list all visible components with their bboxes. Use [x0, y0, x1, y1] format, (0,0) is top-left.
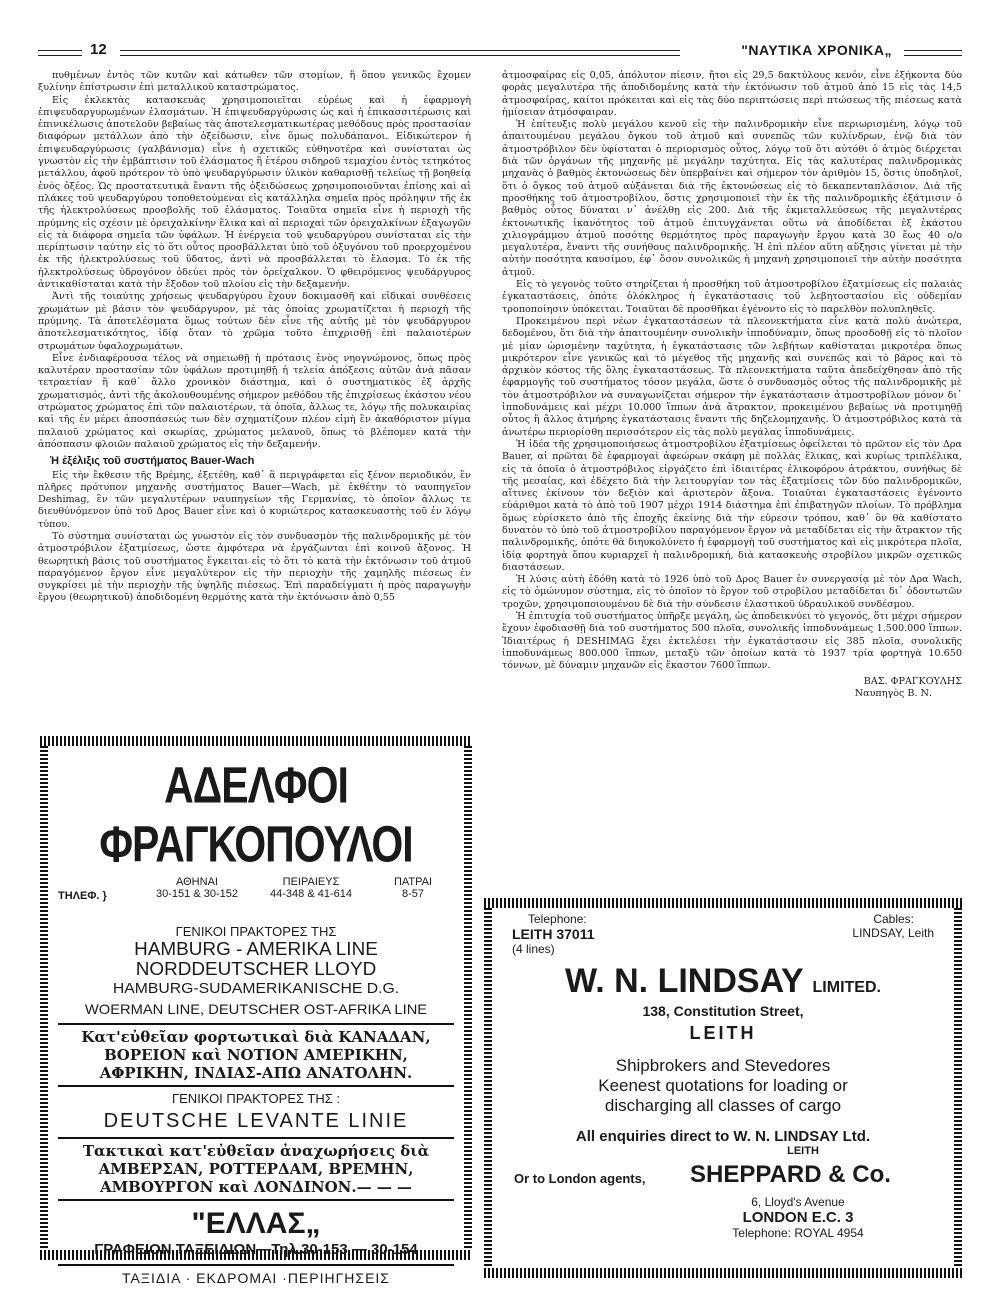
header-rule-middle [120, 50, 680, 56]
enquiries-line: All enquiries direct to W. N. LINDSAY Ltd. [575, 1128, 871, 1145]
city-piraeus: ΠΕΙΡΑΙΕΥΣ 44-348 & 41-614 [270, 876, 352, 900]
company-address: 138, Constitution Street, [642, 1003, 804, 1019]
paragraph: Εἰς τὸ γεγονὸς τοῦτο στηρίζεται ἡ προσθήκη τοῦ ἀτμοστροβίλου ἐξατμίσεως εἰς παλαιὰς ἐγκαταστάσεις, ὁπότε ὁλόκληρος ἡ ἐγκατάστασις τοῦ λεβητοστασίου εἰς οὐδεμίαν τροποποίησιν ὑπόκειται. Τοιαῦται δὲ προσθῆκαι ἐγένοντο εἰς τὸ παρελθὸν πολυπληθεῖς. [502, 279, 962, 315]
company-name: W. N. LINDSAY LIMITED. [565, 962, 881, 1000]
city-patras: ΠΑΤΡΑΙ 8-57 [393, 876, 433, 900]
agents-heading: ΓΕΝΙΚΟΙ ΠΡΑΚΤΟΡΕΣ ΤΗΣ [175, 924, 337, 939]
ad-border-top [484, 898, 962, 908]
paragraph: Ἀντὶ τῆς τοιαύτης χρήσεως ψευδαργύρου ἔχουν δοκιμασθῆ καὶ εἰδικαὶ συνθέσεις χρωμάτων μὲ βάσιν τὸν ψευδάργυρον, μὲ τὰς ὁποίας χρωματίζεται ἡ περιοχὴ τῆς πρύμνης. Τὰ ἀποτελέσματα ὅμως τούτων δὲν εἶνε τῆς αὐτῆς μὲ τὸν ψευδάργυρον ἀποτελεσματικότητος, ἰδίᾳ ὅταν τὸ χρῶμα τοῦτο ἐπιχρισθῇ ἐπὶ παλαιοτέρων στρωμάτων ὑφαλοχρωμάτων. [38, 291, 471, 352]
paragraph: Προκειμένου περὶ νέων ἐγκαταστάσεων τὰ πλεονεκτήματα εἶνε κατὰ πολὺ ἀνώτερα, δεδομένου, ὅτι διὰ τὴν ἀπαιτουμένην συνολικὴν ἱπποδύναμιν, ὅπως προσδοθῇ εἰς τὸ πλοῖον μὲ μίαν ὡρισμένην ταχύτητα, ἡ ἐγκατάστασις τῶν λεβήτων καθίσταται μικροτέρα ὅπως μικρότερον εἶνε γενικῶς καὶ τὸ μέγεθος τῆς μηχανῆς καὶ συνεπῶς καὶ τὸ βάρος καὶ τὸ ἀρχικὸν κόστος τῆς ὅλης ἐγκαταστάσεως. Τὰ πλεονεκτήματα ταῦτα ἀπεδείχθησαν ἀπὸ τῆς ἐφαρμογῆς τοῦ συστήματος τόσον μεγάλα, ὥστε ὁ συνδυασμὸς οὗτος τῆς παλινδρομικῆς μὲ τὸν ἀτμοστρόβιλον νὰ συναγωνίζεται σήμερον τὴν ἐγκατάστασιν ἀτμοστροβίλων μόνον δι᾽ ἱπποδυνάμεις καὶ μέχρι 10.000 ἵππων ἀνὰ ἄτρακτον, προκειμένου βεβαίως νὰ προτιμηθῇ οὗτος ἢ ἄλλος ἀτμήρης ἐγκατάστασις ἔναντι τῆς δηζελομηχανῆς. Ὁ ἀτμοστρόβιλος κατὰ τὰ ἀνωτέρω περιορίσθη περισσότερον εἰς τὰς πολὺ μεγάλας ἱπποδυνάμεις. [502, 315, 962, 438]
paragraph: Εἰς ἐκλεκτὰς κατασκευὰς χρησιμοποιεῖται εὐρέως καὶ ἡ ἐφαρμογὴ ἐπιψευδαργυρωμένων ἐλασμάτων. Ἡ ἐπιψευδαργύρωσις ὡς καὶ ἡ ἐπικασσιτέρωσις καὶ ἐπινικέλωσις ἀποτελοῦν βεβαίως τὰς ἀποτελεσματικωτέρας μεθόδους πρὸς προστασίαν διαφόρων μετάλλων ἀπὸ τὴν ὀξείδωσιν, εἶνε ὅμως πολυδάπανοι. Εἰδικώτερον ἡ ἐπιψευδαργύρωσις (γαλβάνισμα) εἶνε ἡ σχετικῶς εὐθηνοτέρα καὶ συνίσταται ὡς γνωστὸν εἰς τὴν ἐμβάπτισιν τοῦ ἐλάσματος ἢ ἑτέρου σιδηροῦ τεμαχίου ἐντὸς τετηκότος μετάλλου, ἀφοῦ πρότερον τὸ ὑπὸ ψευδαργύρωσιν ὑλικὸν καθαρισθῇ τελείως τῇ βοηθείᾳ ἑνὸς ὀξέος. Ὡς προστατευτικὰ ἔναντι τῆς ὀξειδώσεως χρησιμοποιοῦνται ἐπίσης καὶ αἱ πλάκες τοῦ ψευδαργύρου τοποθετούμεναι εἰς κατάλληλα σημεῖα πρὸς πρόληψιν τῆς ἐκ τῆς ἠλεκτρολύσεως προσβολῆς τοῦ ἐλάσματος. Τοιαῦτα σημεῖα εἶνε ἡ περιοχὴ τῆς πρύμνης εἰς σχέσιν μὲ ὀρειχαλκίνην ἕλικα καὶ αἱ περιοχαὶ τῶν ὀρειχαλκίνων ἐξαγωγῶν εἰς τὰ διάφορα σημεῖα τῶν ὑφάλων. Ἡ ἐνέργεια τοῦ ψευδαργύρου συνίσταται εἰς τὴν περίπτωσιν ταύτην εἰς τὸ ὅτι οὗτος προσβάλλεται ὑπὸ τοῦ ὀξυγόνου τοῦ προερχομένου ἐκ τῆς ἠλεκτρολύσεως τοῦ ὕδατος, ἀντὶ νὰ προσβάλλεται τὸ ἔλασμα. Τὸ ἐκ τῆς ἠλεκτρολύσεως ὑδρογόνον ὁδεύει πρὸς τὸν ὀρείχαλκον. Ὁ φθειρόμενος ψευδάργυρος ἀντικαθίσταται κατὰ τὴν ἔξοδον τοῦ πλοίου εἰς τὴν δεξαμενήν. [38, 94, 471, 291]
agents-row: Or to London agents, SHEPPARD & Co. [514, 1161, 891, 1188]
ad-border-right [954, 908, 962, 1268]
hellas-brand: "ΕΛΛΑΣ„ [191, 1207, 321, 1240]
cables-block: Cables: LINDSAY, Leith [852, 912, 934, 940]
quotations-line: discharging all classes of cargo [604, 1096, 842, 1115]
left-column [38, 70, 471, 605]
direct-service-box: Κατ'εὐθεῖαν φορτωτικαὶ διὰ ΚΑΝΑΔΑΝ, ΒΟΡΕΙΟΝ καὶ ΝΟΤΙΟΝ ΑΜΕΡΙΚΗΝ, ΑΦΡΙΚΗΝ, ΙΝΔΙΑΣ-ΑΠΩ ΑΝΑΤΟΛΗΝ. [58, 1023, 454, 1087]
city-athens: ΑΘΗΝΑΙ 30-151 & 30-152 [156, 876, 238, 900]
agents-heading: ΓΕΝΙΚΟΙ ΠΡΑΚΤΟΡΕΣ ΤΗΣ : [171, 1091, 341, 1106]
paragraph: Ἡ λύσις αὐτὴ ἐδόθη κατὰ τὸ 1926 ὑπὸ τοῦ Δρος Bauer ἐν συνεργασίᾳ μὲ τὸν Δρα Wach, εἰς τὸ ὁμώνυμον σύστημα, εἰς τὸ ὁποῖον τὸ ἔργον τοῦ στροβίλου μεταδίδεται δι᾽ ὀδοντωτῶν τροχῶν, χρησιμοποιουμένου δὲ διὰ τὴν σύνδεσιν ἐλαστικοῦ ὑδραυλικοῦ συνδέσμου. [502, 574, 962, 610]
contact-row [494, 910, 952, 958]
journal-title: "ΝΑΥΤΙΚΑ ΧΡΟΝΙΚΑ„ [741, 42, 892, 58]
departures-box: Τακτικαὶ κατ'εὐθεῖαν ἀναχωρήσεις διὰ ΑΜΒΕΡΣΑΝ, ΡΟΤΤΕΡΔΑΜ, ΒΡΕΜΗΝ, ΑΜΒΟΥΡΓΟΝ καὶ ΛΟΝΔΙΝΟΝ.— — — [58, 1137, 454, 1201]
quotations-line: Keenest quotations for loading or [598, 1076, 848, 1095]
paragraph: Ἡ ἰδέα τῆς χρησιμοποιήσεως ἀτμοστροβίλου ἐξατμίσεως ὀφείλεται τὸ πρῶτον εἰς τὸν Δρα Bauer, αἱ πρῶται δὲ ἐφαρμογαὶ ἀφεώρων σκάφη μὲ πολλὰς ἕλικας, καὶ κυρίως τριπλέλικα, εἰς τὰ ὁποῖα ὁ ἀτμοστρόβιλος εἰργάζετο ἐπὶ ἰδιαιτέρας ἑλικοφόρου ἀτράκτου, συνήθως δὲ τῆς μεσαίας, καὶ ἐδέχετο διὰ τὴν λειτουργίαν τον τὰς ἐξατμίσεις τῶν δύο παλινδρομικῶν, αἵτινες ἐκίνουν τὸν δεξιὸν καὶ ἀριστερὸν ἄξονα. Τοιαῦται ἐγκαταστάσεις ἐγένοντο εὐάριθμοι κατὰ τὸ ἀπὸ τοῦ 1907 μέχρι 1914 διάστημα ἐπὶ ἐπιβατηγῶν πλοίων. Τὸ πρόβλημα ὅμως εὑρίσκετο ἀπὸ τῆς ἐποχῆς ἐκείνης διὰ τὴν εὑρεσιν τρόπου, καθ᾽ ὃν θὰ καθίστατο δυνατὸν τὸ ὑπὸ τοῦ ἀτμοστροβίλου παραγόμενον ἔργον νὰ μεταδίδεται εἰς τὴν ἄτρακτον τῆς παλινδρομικῆς, ὁπότε θὰ διηυκολύνετο ἡ ἐφαρμογὴ τοῦ συστήματος καὶ εἰς μικρότερα πλοῖα, ἰδίᾳ φορτηγὰ ὅπου κυριαρχεῖ ἡ παλινδρομική, διὰ κατασκευὴς στροβίλου μικρῶν σχετικῶς διαστάσεων. [502, 438, 962, 573]
shipping-line: HAMBURG - AMERIKA LINE [134, 939, 378, 959]
section-subheading: Ἡ ἐξέλιξις τοῦ συστήματος Bauer-Wach [50, 455, 255, 468]
paragraph: ἀτμοσφαίρας εἰς 0,05, ἀπόλυτον πίεσιν, ἤτοι εἰς 29,5 δακτύλους κενόν, εἶνε ἑξήκοντα δύο φορὰς μεγαλυτέρα τῆς ἀποδιδομένης κατὰ τὴν ἐκτόνωσιν τοῦ ἀτμοῦ ἀπὸ 15 εἰς τὰς 14,5 ἀτμοσφαίρας, καίτοι πρόκειται καὶ εἰς τὰς δύο περιπτώσεις περὶ πτώσεως τῆς πιέσεως κατὰ ἡμίσειαν ἀτμόσφαιραν. [502, 70, 962, 118]
phone-label: ΤΗΛΕΦ. } [58, 890, 107, 902]
header-rule-left [38, 50, 82, 56]
shipping-line: NORDDEUTSCHER LLOYD [135, 959, 377, 979]
paragraph: Ἡ ἐπίτευξις πολὺ μεγάλου κενοῦ εἰς τὴν παλινδρομικὴν εἶνε περιωρισμένη, λόγῳ τοῦ ἀπαιτουμένου μεγάλου ὄγκου τοῦ ἀτμοῦ καὶ συνεπῶς τῶν κυλίνδρων, ἐνῷ διὰ τὸν ἀτμοστρόβιλον δὲν ὑφίσταται ὁ περιορισμὸς οὗτος, λόγῳ τοῦ ὅτι αὐτόθι ὁ ἀτμὸς διέρχεται διὰ τῶν ὀργάνων τῆς μηχανῆς μὲ μεγάλην ταχύτητα. Εἰς τὰς καλυτέρας παλινδρομικὰς μηχανὰς ὁ βαθμὸς ἐκτονώσεως δὲν ὑπερβαίνει καὶ σήμερον τὸν ἀριθμὸν 15, ὅστις ὑποδηλοῖ, ὅτι ὁ ὄγκος τοῦ ἀτμοῦ αὐξάνεται διὰ τῆς ἐκτονώσεως εἰς τὸ δεκαπενταπλάσιον. Διὰ τῆς προσθήκης τοῦ ἀτμοστροβίλου, ὅστις χρησιμοποιεῖ τὴν ἐκ τῆς παλινδρομικῆς ἐξάτμισιν ὁ βαθμὸς οὗτος δύναται ν᾽ ἀνέλθῃ εἰς 200. Διὰ τῆς ἐκμεταλλεύσεως τῆς μεγαλυτέρας ἐκτονωτικῆς ἱκανότητος τοῦ ἀτμοῦ ἐπιτυγχάνεται οὕτω νὰ ἀποδίδεται ἐξ ἑκάστου χιλιογράμμου ἀτμοῦ ποσότης θερμότητος πρὸς παραγωγὴν ἔργου κατὰ 30 ἕως 40 ο/ο μεγαλυτέρα, ἔναντι τῆς συνήθους παλινδρομικῆς. Ἡ ἐπὶ πλέον αὕτη αὔξησις γίνεται μὲ τὴν αὐτὴν ποσότητα καυσίμου, ἐφ᾽ ὅσον συνολικῶς ἡ μηχανὴ χρησιμοποιεῖ τὴν αὐτὴν ποσότητα ἀτμοῦ. [502, 119, 962, 278]
paragraph: πυθμένων ἐντὸς τῶν κυτῶν καὶ κάτωθεν τῶν στομίων, ἢ ὅπου γενικῶς ἔχομεν ξυλίνην ἐπίστρωσιν ἐπὶ μεταλλικοῦ καταστρώματος. [38, 70, 471, 94]
shipping-line: HAMBURG-SUDAMERIKANISCHE D.G. [112, 980, 400, 997]
travel-office: ΓΡΑΦΕΙΟΝ ΤΑΞΕΙΔΙΩΝ—Τηλ.30-153 — 30-154 [94, 1241, 418, 1258]
paragraph: Τὸ σύστημα συνίσταται ὡς γνωστὸν εἰς τὸν συνδυασμὸν τῆς παλινδρομικῆς μὲ τὸν ἀτμοστρόβιλον ἐξατμίσεως, ὥστε ἀμφότερα νὰ ἐργάζωνται ἐπὶ κοινοῦ ἄξονος. Ἡ θεωρητικὴ βάσις τοῦ συστήματος ἔγκειται εἰς τὸ ὅτι τὸ κατὰ τὴν ἐκτόνωσιν τοῦ ἀτμοῦ παραγόμενον ἔργον εἶνε μεγαλύτερον εἰς τὴν περιοχὴν τῆς χαμηλῆς πιέσεως ἐν συγκρίσει μὲ τὴν περιοχὴν τῆς ὑψηλῆς πιέσεως. Ἐπὶ παραδείγματι ἡ πρὸς παραγωγὴν ἔργου (θεωρητικοῦ) ἀποδιδομένη θερμότης κατὰ τὴν ἐκτόνωσιν ἀπὸ 0,55 [38, 530, 471, 604]
enquiries-city: LEITH [787, 1145, 819, 1157]
company-name: ΑΔΕΛΦΟΙ ΦΡΑΓΚΟΠΟΥΛΟΙ [99, 756, 413, 873]
right-column [502, 70, 962, 700]
paragraph: Εἶνε ἐνδιαφέρουσα τέλος νὰ σημειωθῇ ἡ πρότασις ἑνὸς νηογνώμονος, ὅπως πρὸς καλυτέραν προστασίαν τῶν ὑφάλων προτιμηθῇ ἡ τελεία ἀπόξεσις αὐτῶν ἀνὰ πᾶσαν τετραετίαν ἢ καθ᾽ ἄλλο χρονικὸν διάστημα, καὶ ὁ συστηματικὸς ἐξ ἀρχῆς χρωματισμός, ἀντὶ τῆς ἀκολουθουμένης σήμερον μεθόδου τῆς ἐπιχρίσεως ἑκάστου νέου στρώματος χρώματος ἐπὶ τῶν παλαιοτέρων, τὰ ὁποῖα, ἄλλως τε, λόγῳ τῆς πολυκαιρίας καὶ τῆς ἐν μέρει ἀποσπάσεώς των δὲν σχηματίζουν πλέον εἰμὴ ἓν ἀκαθόριστον μίγμα παλαιοῦ χρώματος καὶ σκωρίας, χρώματος μελανοῦ, ὅπως τὸ βλέπομεν κατὰ τὴν ἀπόσπασιν φλοιῶν παλαιοῦ χρώματος εἰς τὴν δεξαμενήν. [38, 352, 471, 450]
ad-border-bottom [484, 1268, 962, 1278]
trips-line: ΤΑΞΙΔΙΑ · ΕΚΔΡΟΜΑΙ ·ΠΕΡΙΗΓΗΣΕΙΣ [58, 1264, 454, 1286]
page-header [38, 41, 962, 62]
telephone-block: Telephone: LEITH 37011 (4 lines) [512, 912, 595, 956]
page-number: 12 [90, 41, 107, 58]
shipping-line: WOERMAN LINE, DEUTSCHER OST-AFRIKA LINE [84, 1001, 428, 1017]
header-rule-right [904, 50, 962, 56]
ad-border-left [484, 908, 492, 1268]
phone-block [50, 876, 462, 922]
lindsay-advertisement [484, 898, 962, 1278]
author-title: Ναυπηγὸς Β. Ν. [854, 687, 932, 699]
paragraph: Εἰς τὴν ἔκθεσιν τῆς Βρέμης, ἐξετέθη, καθ᾽ ἃ περιγράφεται εἰς ξένον περιοδικόν, ἓν πλῆρες πρότυπον μηχανῆς συστήματος Bauer—Wach, μὲ ἐκθέτην τὸ ναυπηγεῖον Deshimag, ἓν τῶν μεγαλυτέρων ναυπηγείων τῆς Γερμανίας, τὸ ὁποῖον ἄλλως τε διευθύνόμενον ὑπὸ τοῦ Δρος Bauer εἶνε καὶ ὁ κυριώτερος κατασκευαστὴς τοῦ ἐν λόγῳ τύπου. [38, 469, 471, 530]
ad-border-top [40, 736, 472, 746]
company-city: LEITH [689, 1023, 757, 1043]
author-name: ΒΑΣ. ΦΡΑΓΚΟΥΛΗΣ [863, 675, 962, 687]
agent-city: LONDON E.C. 3 [742, 1209, 854, 1226]
paragraph: Ἡ ἐπιτυχία τοῦ συστήματος ὑπῆρξε μεγάλη, ὡς ἀποδεικνύει τὸ γεγονός, ὅτι μέχρι σήμερον ἔχουν ἐφοδιασθῇ διὰ τοῦ συστήματος 500 πλοῖα, συνολικῆς ἱπποδυνάμεως 1.500.000 ἵππων. Ἰδιαιτέρως ἡ DESHIMAG ἔχει ἐκτελέσει τὴν ἐγκατάστασιν εἰς 385 πλοῖα, συνολικῆς ἱπποδυνάμεως 800.000 ἵππων, μεταξὺ τῶν ὁποίων κατὰ τὸ 1937 τρία φορτηγὰ 10.650 τόννων, μὲ δύναμιν μηχανῶν εἰς ἕκαστον 7600 ἵππων. [502, 611, 962, 672]
services: Shipbrokers and Stevedores [615, 1056, 831, 1075]
frangopoulos-advertisement [40, 736, 472, 1286]
agent-phone: Telephone: ROYAL 4954 [732, 1226, 864, 1240]
shipping-line: DEUTSCHE LEVANTE LINIE [103, 1110, 409, 1132]
agent-address: 6, Lloyd's Avenue [751, 1195, 845, 1209]
